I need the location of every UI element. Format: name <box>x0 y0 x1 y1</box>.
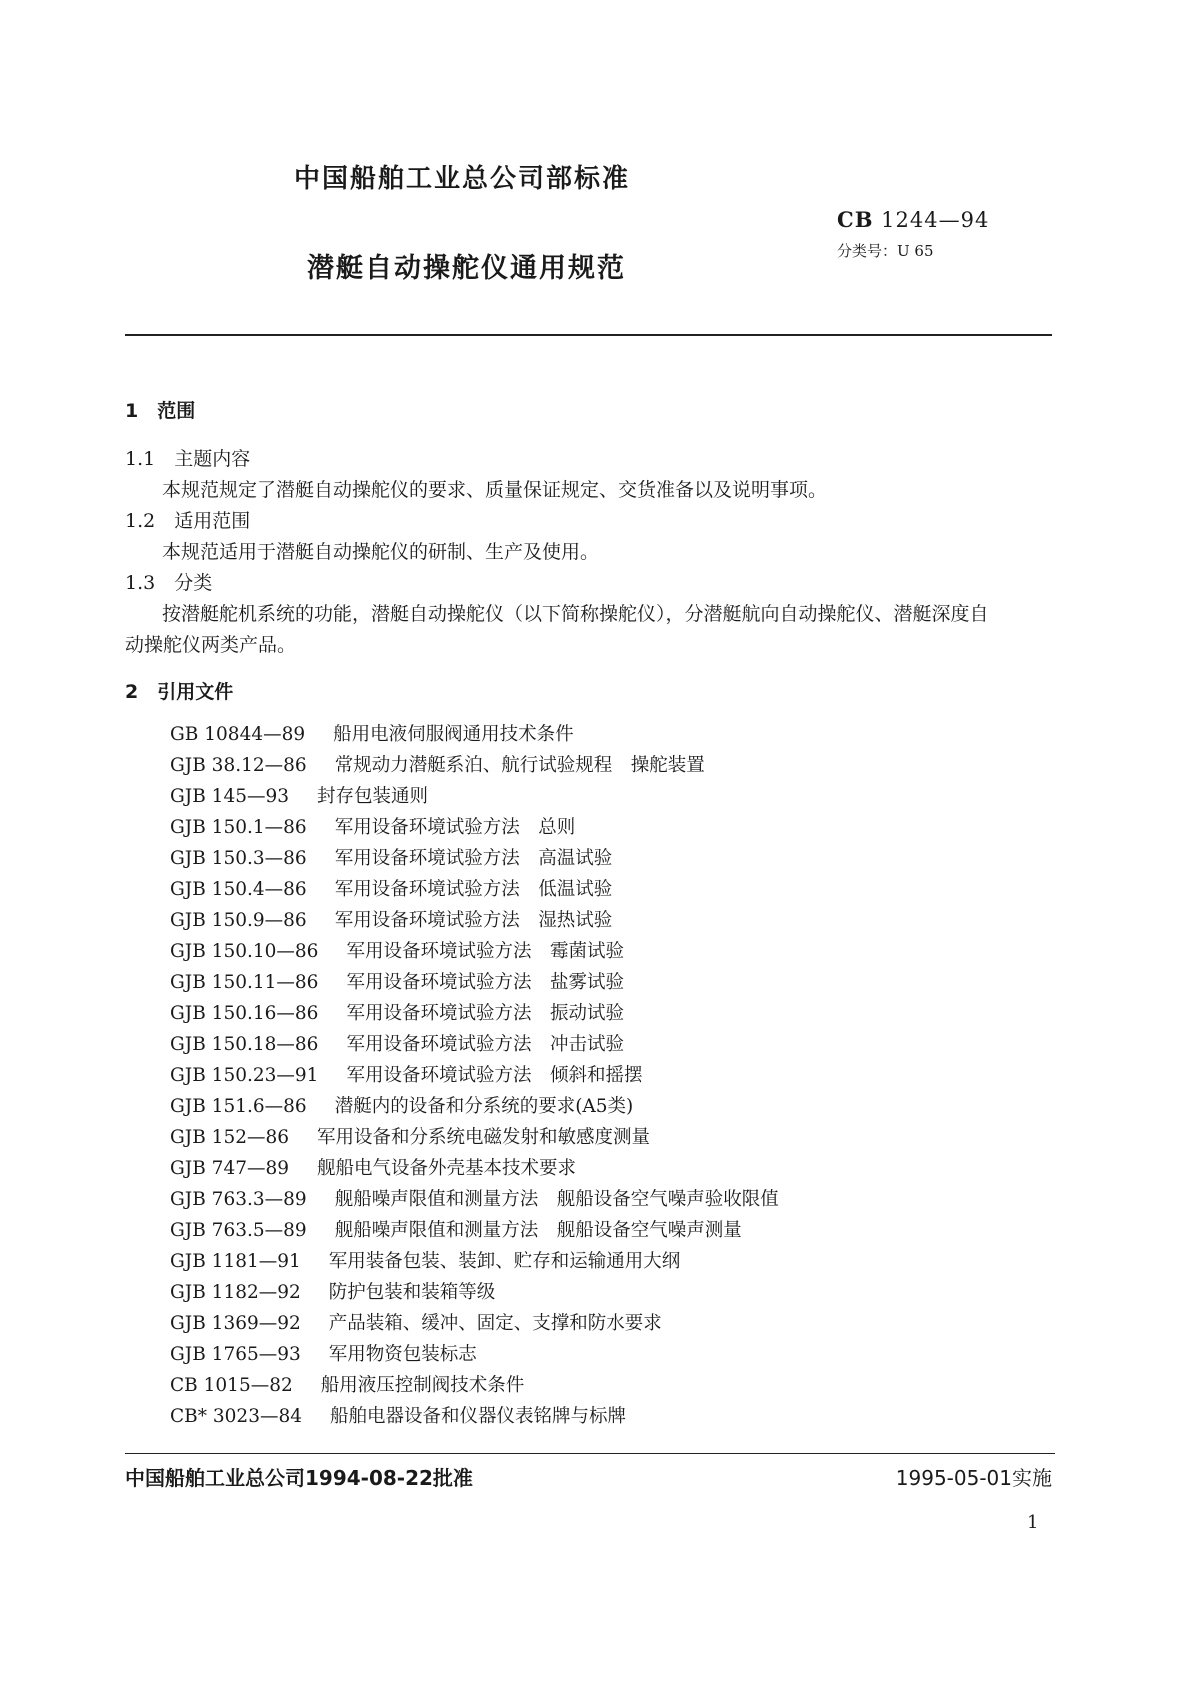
classification-number: 分类号：U 65 <box>837 242 934 260</box>
reference-code: GJB 38.12—86 <box>170 755 307 776</box>
document-title: 潜艇自动操舵仪通用规范 <box>307 253 626 284</box>
reference-title: 船用电液伺服阀通用技术条件 <box>333 724 574 745</box>
section-1-3-text-line2: 动操舵仪两类产品。 <box>125 634 297 656</box>
approval-statement: 中国船舶工业总公司1994-08-22批准 <box>125 1466 473 1490</box>
standard-code-number: 1244—94 <box>881 208 990 232</box>
reference-title: 封存包装通则 <box>317 786 429 807</box>
reference-item <box>170 1030 624 1056</box>
reference-code: GB 10844—89 <box>170 724 306 745</box>
reference-code: CB* 3023—84 <box>170 1406 303 1427</box>
reference-code: GJB 150.18—86 <box>170 1034 319 1055</box>
reference-title: 军用设备环境试验方法 冲击试验 <box>346 1034 624 1055</box>
reference-item <box>170 1154 576 1180</box>
reference-item <box>170 813 575 839</box>
reference-code: GJB 1182—92 <box>170 1282 301 1303</box>
reference-title: 潜艇内的设备和分系统的要求(A5类) <box>334 1096 634 1117</box>
reference-code: GJB 747—89 <box>170 1158 290 1179</box>
reference-item <box>170 1340 477 1366</box>
reference-code: GJB 763.5—89 <box>170 1220 307 1241</box>
reference-code: GJB 151.6—86 <box>170 1096 307 1117</box>
reference-code: GJB 1765—93 <box>170 1344 301 1365</box>
reference-title: 军用设备环境试验方法 振动试验 <box>346 1003 624 1024</box>
reference-title: 船舶电器设备和仪器仪表铭牌与标牌 <box>330 1406 627 1427</box>
issuing-organization: 中国船舶工业总公司部标准 <box>294 164 631 194</box>
reference-title: 舰船噪声限值和测量方法 舰船设备空气噪声测量 <box>334 1220 742 1241</box>
reference-title: 军用设备环境试验方法 总则 <box>334 817 576 838</box>
reference-code: GJB 150.11—86 <box>170 972 319 993</box>
effective-date: 1995-05-01实施 <box>895 1466 1052 1490</box>
reference-title: 产品装箱、缓冲、固定、支撑和防水要求 <box>328 1313 662 1334</box>
page-number: 1 <box>1027 1512 1039 1533</box>
reference-title: 军用设备环境试验方法 高温试验 <box>334 848 613 869</box>
reference-item <box>170 906 612 932</box>
reference-item <box>170 1309 662 1335</box>
standard-code-prefix: CB <box>837 207 874 232</box>
section-2-heading: 2 引用文件 <box>125 681 234 703</box>
reference-code: GJB 150.23—91 <box>170 1065 319 1086</box>
reference-title: 军用物资包装标志 <box>328 1344 477 1365</box>
reference-item <box>170 1278 495 1304</box>
reference-item <box>170 875 612 901</box>
reference-item <box>170 782 428 808</box>
reference-item <box>170 844 612 870</box>
reference-code: CB 1015—82 <box>170 1375 293 1396</box>
reference-item <box>170 1247 680 1273</box>
reference-item <box>170 1216 742 1242</box>
reference-title: 防护包装和装箱等级 <box>328 1282 496 1303</box>
reference-title: 军用设备和分系统电磁发射和敏感度测量 <box>317 1127 651 1148</box>
reference-title: 军用装备包装、装卸、贮存和运输通用大纲 <box>328 1251 681 1272</box>
reference-code: GJB 150.3—86 <box>170 848 307 869</box>
reference-item <box>170 1123 650 1149</box>
reference-title: 军用设备环境试验方法 湿热试验 <box>334 910 613 931</box>
section-1-3-heading: 1.3 分类 <box>125 572 213 594</box>
reference-title: 常规动力潜艇系泊、航行试验规程 操舵装置 <box>334 755 705 776</box>
reference-item <box>170 1402 626 1428</box>
section-1-heading: 1 范围 <box>125 400 196 422</box>
reference-title: 军用设备环境试验方法 霉菌试验 <box>346 941 624 962</box>
standard-code <box>837 207 989 232</box>
reference-item <box>170 1371 524 1397</box>
section-1-3-text-line1: 按潜艇舵机系统的功能，潜艇自动操舵仪（以下简称操舵仪），分潜艇航向自动操舵仪、潜艇深度自 <box>162 603 989 625</box>
reference-title: 军用设备环境试验方法 倾斜和摇摆 <box>346 1065 643 1086</box>
reference-item <box>170 751 705 777</box>
footer-divider <box>125 1453 1055 1454</box>
reference-code: GJB 150.1—86 <box>170 817 307 838</box>
reference-item <box>170 968 624 994</box>
reference-code: GJB 152—86 <box>170 1127 290 1148</box>
reference-item <box>170 720 574 746</box>
reference-code: GJB 763.3—89 <box>170 1189 307 1210</box>
reference-code: GJB 1181—91 <box>170 1251 301 1272</box>
reference-item <box>170 999 624 1025</box>
reference-code: GJB 150.16—86 <box>170 1003 319 1024</box>
reference-code: GJB 150.10—86 <box>170 941 319 962</box>
reference-item <box>170 1061 642 1087</box>
section-1-1-text: 本规范规定了潜艇自动操舵仪的要求、质量保证规定、交货准备以及说明事项。 <box>162 479 828 501</box>
reference-code: GJB 145—93 <box>170 786 290 807</box>
reference-item <box>170 1092 633 1118</box>
section-1-2-text: 本规范适用于潜艇自动操舵仪的研制、生产及使用。 <box>162 541 600 563</box>
reference-title: 船用液压控制阀技术条件 <box>320 1375 525 1396</box>
header-divider <box>125 334 1052 336</box>
reference-code: GJB 150.4—86 <box>170 879 307 900</box>
section-1-1-heading: 1.1 主题内容 <box>125 448 251 470</box>
section-1-2-heading: 1.2 适用范围 <box>125 510 251 532</box>
reference-code: GJB 1369—92 <box>170 1313 301 1334</box>
reference-title: 军用设备环境试验方法 盐雾试验 <box>346 972 624 993</box>
reference-title: 舰船电气设备外壳基本技术要求 <box>317 1158 577 1179</box>
reference-code: GJB 150.9—86 <box>170 910 307 931</box>
reference-title: 军用设备环境试验方法 低温试验 <box>334 879 613 900</box>
reference-item <box>170 1185 779 1211</box>
reference-item <box>170 937 624 963</box>
reference-title: 舰船噪声限值和测量方法 舰船设备空气噪声验收限值 <box>334 1189 779 1210</box>
